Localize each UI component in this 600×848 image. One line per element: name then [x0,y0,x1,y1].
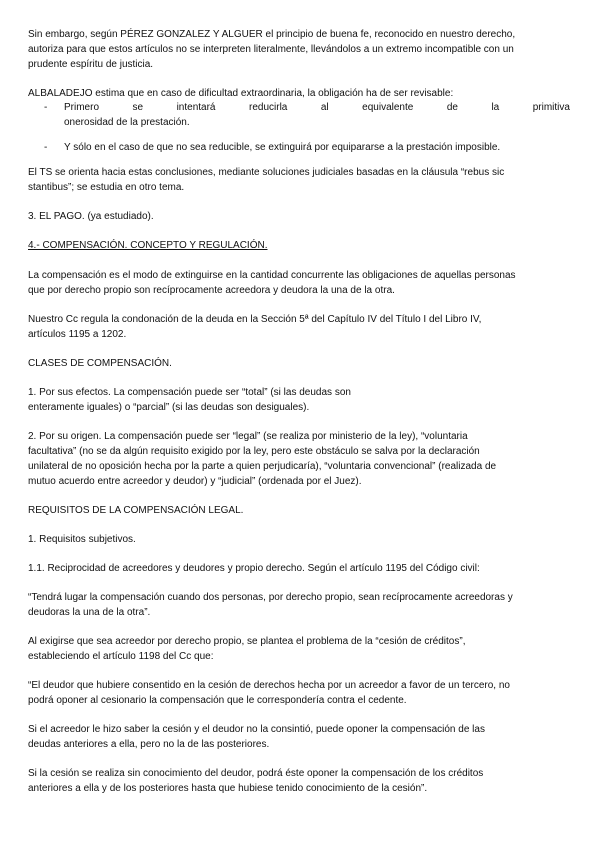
text-line: Si la cesión se realiza sin conocimiento del deudor, podrá éste oponer la compensación de los créditos [28,768,484,779]
quote-article-1198-p1 [28,678,576,708]
paragraph-albaladejo: ALBALADEJO estima que en caso de dificultad extraordinaria, la obligación ha de ser revisable: [28,88,454,99]
text-line: autoriza para que estos artículos no se interpreten literalmente, llevándolos a un extremo incompatible con un [28,44,514,55]
word: al [320,102,329,113]
word: primitiva [532,102,570,113]
list-bullet: - [44,102,48,113]
text-line: artículos 1195 a 1202. [28,329,127,340]
text-line: enteramente iguales) o “parcial” (si las deudas son desiguales). [28,402,310,413]
paragraph-origen [28,429,576,489]
list-item-text: Y sólo en el caso de que no sea reducible, se extinguirá por equipararse a la prestación imposible. [64,142,501,153]
paragraph-concepto [28,268,576,298]
text-line: “El deudor que hubiere consentido en la cesión de derechos hecha por un acreedor a favor de un tercero, no [28,680,510,691]
paragraph-reciprocidad: 1.1. Reciprocidad de acreedores y deudores y propio derecho. Según el artículo 1195 del Código civil: [28,563,480,574]
text-line: podrá oponer al cesionario la compensación que le correspondería contra el cedente. [28,695,407,706]
quote-article-1198-p3 [28,766,576,796]
paragraph-regulacion [28,312,576,342]
paragraph-pago: 3. EL PAGO. (ya estudiado). [28,211,154,222]
paragraph-buena-fe [28,27,576,72]
heading-requisitos: REQUISITOS DE LA COMPENSACIÓN LEGAL. [28,505,244,516]
text-line: “Tendrá lugar la compensación cuando dos personas, por derecho propio, sean recíprocamente acreedoras y [28,592,513,603]
text-line: deudoras la una de la otra”. [28,607,151,618]
word: Primero [64,102,100,113]
word: equivalente [362,102,414,113]
list-item [46,140,570,155]
text-line: La compensación es el modo de extinguirse en la cantidad concurrente las obligaciones de aquellas personas [28,270,516,281]
paragraph-ts [28,165,576,195]
word: reducirla [249,102,288,113]
quote-article-1195 [28,590,576,620]
text-line: prudente espíritu de justicia. [28,59,154,70]
text-line: Nuestro Cc regula la condonación de la deuda en la Sección 5ª del Capítulo IV del Título I del Libro IV, [28,314,482,325]
text-line: que por derecho propio son recíprocamente acreedora y deudora la una de la otra. [28,285,395,296]
word: se [132,102,144,113]
word: de [446,102,458,113]
text-line: deudas anteriores a ella, pero no la de las posteriores. [28,739,270,750]
text-line: stantibus”; se estudia en otro tema. [28,182,185,193]
word: la [491,102,500,113]
text-line: 2. Por su origen. La compensación puede ser “legal” (se realiza por ministerio de la ley), “voluntaria [28,431,468,442]
paragraph-cesion [28,634,576,664]
text-line: 1. Por sus efectos. La compensación puede ser “total” (si las deudas son [28,387,351,398]
text-line: Sin embargo, según PÉREZ GONZALEZ Y ALGUER el principio de buena fe, reconocido en nuestro derecho, [28,29,516,40]
text-line: facultativa” (no se da algún requisito exigido por la ley, pero este obstáculo se salva por la declaración [28,446,480,457]
text-line: El TS se orienta hacia estas conclusiones, mediante soluciones judiciales basadas en la cláusula “rebus sic [28,167,505,178]
paragraph-efectos [28,385,576,415]
text-line: estableciendo el artículo 1198 del Cc que: [28,651,214,662]
text-line: onerosidad de la prestación. [64,117,190,128]
quote-article-1198-p2 [28,722,576,752]
heading-clases: CLASES DE COMPENSACIÓN. [28,358,172,369]
section-heading-compensacion: 4.- COMPENSACIÓN. CONCEPTO Y REGULACIÓN. [28,240,268,251]
text-line: mutuo acuerdo entre acreedor y deudor) y “judicial” (ordenada por el Juez). [28,476,362,487]
list-item-text [46,100,570,130]
text-line: unilateral de no oposición hecha por la parte a quien perjudicaría), “voluntaria convencional” (realizada de [28,461,497,472]
list-bullet: - [44,142,48,153]
text-line: Al exigirse que sea acreedor por derecho propio, se plantea el problema de la “cesión de créditos”, [28,636,466,647]
paragraph-requisitos-subjetivos: 1. Requisitos subjetivos. [28,534,136,545]
list-item [46,100,570,130]
text-line: anteriores a ella y de los posteriores hasta que hubiese tenido conocimiento de la cesión”. [28,783,428,794]
word: intentará [176,102,216,113]
justified-line [64,100,570,115]
text-line: Si el acreedor le hizo saber la cesión y el deudor no la consintió, puede oponer la compensación de las [28,724,485,735]
